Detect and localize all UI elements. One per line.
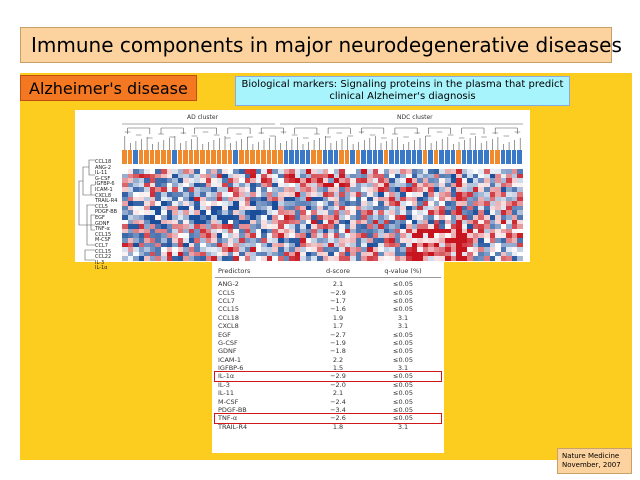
q-value-cell: 3.1	[397, 422, 409, 431]
table-row	[215, 397, 441, 405]
heatmap-row-label: IL-11	[95, 170, 108, 177]
table-row	[215, 339, 441, 347]
predictor-cell: ANG-2	[218, 280, 239, 289]
citation-date: November, 2007	[562, 461, 621, 469]
q-value-cell: ≤0.05	[393, 288, 413, 297]
table-row	[215, 297, 441, 305]
d-score-cell: 2.2	[332, 355, 344, 364]
d-score-cell: −3.4	[330, 406, 346, 415]
predictor-cell: CCL5	[218, 288, 235, 297]
heatmap-row-label: IL-1α	[95, 265, 108, 272]
table-row	[215, 356, 441, 364]
table-row	[215, 414, 441, 422]
heatmap-row-label: IGFBP-6	[95, 181, 115, 188]
table-body	[215, 278, 441, 431]
heatmap-row-label: TNF-α	[95, 226, 110, 233]
sample-class-strip	[122, 150, 523, 164]
q-value-cell: ≤0.05	[393, 397, 413, 406]
q-value-cell: ≤0.05	[393, 296, 413, 305]
q-value-cell: 3.1	[397, 313, 409, 322]
heatmap-row-label: GDNF	[95, 220, 110, 227]
table-row	[215, 381, 441, 389]
predictor-cell: EGF	[218, 330, 231, 339]
table-row	[215, 280, 441, 288]
d-score-cell: −2.4	[330, 397, 346, 406]
predictor-cell: IL-3	[218, 380, 230, 389]
d-score-cell: −2.7	[330, 330, 346, 339]
slide-title: Immune components in major neurodegenerative diseases	[31, 33, 622, 57]
q-value-cell: ≤0.05	[393, 355, 413, 364]
heatmap-row-label: IL-3	[95, 259, 105, 266]
q-value-cell: ≤0.05	[393, 372, 413, 381]
heatmap-row-label: CCL7	[95, 242, 108, 249]
q-value-cell: ≤0.05	[393, 338, 413, 347]
predictor-cell: IL-1α	[218, 372, 235, 381]
d-score-cell: −1.9	[330, 338, 346, 347]
d-score-cell: −1.7	[330, 296, 346, 305]
ad-cluster-label: AD cluster	[187, 114, 219, 121]
predictor-cell: ICAM-1	[218, 355, 241, 364]
heatmap-row-label: TRAIL-R4	[95, 198, 118, 205]
predictor-cell: TRAIL-R4	[218, 422, 248, 431]
predictor-table-panel	[212, 261, 444, 453]
heatmap-row-label: EGF	[95, 214, 105, 221]
q-value-cell: ≤0.05	[393, 305, 413, 314]
predictor-cell: G-CSF	[218, 338, 238, 347]
table-row	[215, 423, 441, 431]
heatmap-cell	[517, 256, 523, 261]
table-row	[215, 347, 441, 355]
heatmap-row-label: PDGF-BB	[95, 209, 118, 216]
d-score-cell: 1.8	[332, 422, 344, 431]
heatmap-row-label: CCL5	[95, 203, 108, 210]
q-value-cell: ≤0.05	[393, 389, 413, 398]
heatmap-grid	[122, 169, 523, 261]
heatmap-row-label: CCL15	[95, 248, 112, 255]
heatmap-row-label: ICAM-1	[95, 186, 113, 193]
biomarker-note-line1: Biological markers: Signaling proteins in the plasma that predict	[241, 79, 564, 90]
section-label-box	[20, 75, 197, 101]
sample-class-cell	[517, 150, 523, 164]
d-score-cell: −2.6	[330, 414, 346, 423]
q-value-cell: ≤0.05	[393, 406, 413, 415]
d-score-cell: 1.7	[332, 322, 344, 331]
d-score-cell: 2.1	[332, 389, 344, 398]
d-score-cell: −2.9	[330, 288, 346, 297]
heatmap-row-label: CCL22	[95, 254, 112, 261]
table-row	[215, 330, 441, 338]
predictor-table	[215, 265, 441, 431]
predictor-cell: CCL7	[218, 296, 235, 305]
table-row	[215, 389, 441, 397]
d-score-cell: −1.8	[330, 347, 346, 356]
table-header	[215, 265, 441, 278]
d-score-cell: −2.0	[330, 380, 346, 389]
heatmap-row-label: CXCL8	[95, 192, 112, 199]
table-row	[215, 364, 441, 372]
d-score-cell: 1.5	[332, 364, 344, 373]
predictor-cell: CCL18	[218, 313, 239, 322]
q-value-cell: ≤0.05	[393, 414, 413, 423]
heatmap-row-label: M-CSF	[95, 237, 111, 244]
table-row	[215, 322, 441, 330]
table-row	[215, 314, 441, 322]
d-score-cell: 2.1	[332, 280, 344, 289]
predictor-cell: TNF-α	[218, 414, 238, 423]
heatmap-row-labels	[95, 160, 117, 272]
header-predictors: Predictors	[218, 267, 251, 275]
header-d-score: d-score	[326, 267, 350, 275]
q-value-cell: 3.1	[397, 364, 409, 373]
heatmap-row-label: ANG-2	[95, 164, 112, 171]
ndc-cluster-label: NDC cluster	[397, 114, 433, 121]
heatmap-row-label: CCL15	[95, 231, 112, 238]
cluster-dendrogram	[75, 110, 530, 150]
biomarker-note-line2: clinical Alzheimer's diagnosis	[329, 91, 476, 102]
d-score-cell: 1.9	[332, 313, 344, 322]
q-value-cell: ≤0.05	[393, 330, 413, 339]
predictor-cell: PDGF-BB	[218, 406, 247, 415]
citation-journal: Nature Medicine	[562, 452, 620, 460]
section-label: Alzheimer's disease	[29, 79, 188, 98]
predictor-cell: IGFBP-6	[218, 364, 244, 373]
citation-box	[557, 448, 632, 474]
header-q-value: q-value (%)	[384, 267, 422, 275]
q-value-cell: ≤0.05	[393, 347, 413, 356]
q-value-cell: ≤0.05	[393, 280, 413, 289]
predictor-cell: GDNF	[218, 347, 237, 356]
table-row	[215, 372, 441, 380]
q-value-cell: 3.1	[397, 322, 409, 331]
table-row	[215, 288, 441, 296]
d-score-cell: −1.6	[330, 305, 346, 314]
heatmap-row-label: G-CSF	[95, 175, 111, 182]
heatmap-row-label: CCL18	[95, 159, 112, 165]
row-dendrogram	[75, 155, 97, 267]
q-value-cell: ≤0.05	[393, 380, 413, 389]
slide-title-box	[20, 27, 622, 63]
predictor-cell: IL-11	[218, 389, 235, 398]
predictor-cell: M-CSF	[218, 397, 239, 406]
d-score-cell: −2.9	[330, 372, 346, 381]
biomarker-note	[235, 76, 570, 106]
table-row	[215, 406, 441, 414]
predictor-cell: CCL15	[218, 305, 239, 314]
table-row	[215, 305, 441, 313]
predictor-cell: CXCL8	[218, 322, 239, 331]
